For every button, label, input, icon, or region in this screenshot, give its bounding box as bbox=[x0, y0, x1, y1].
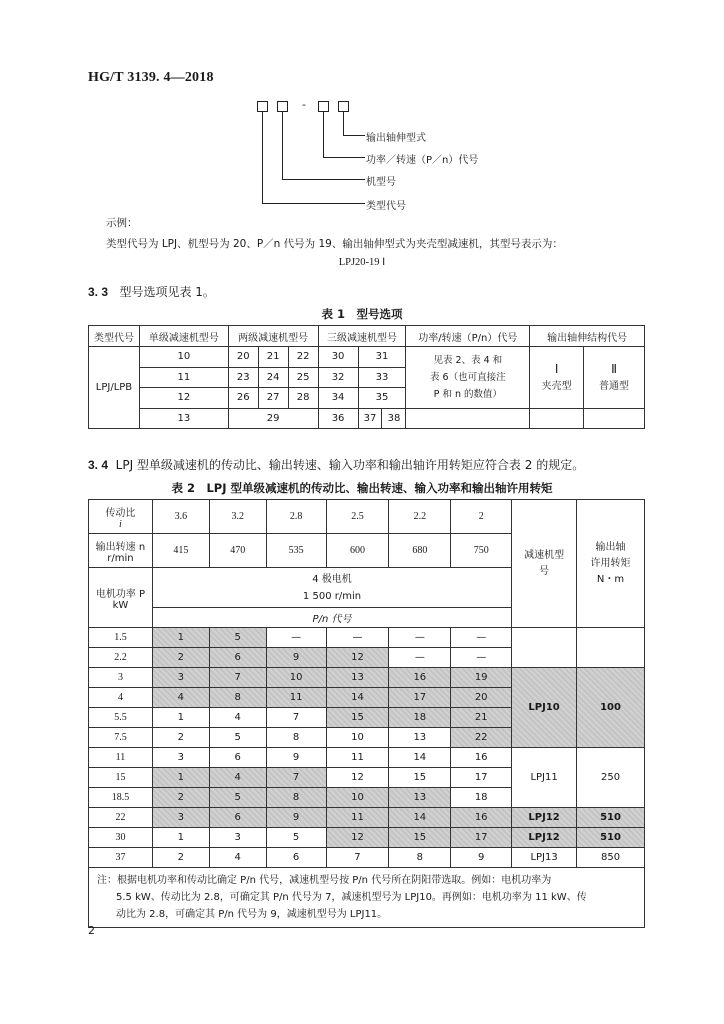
table-row: 5.5 1 4 7 15 18 21 bbox=[89, 708, 645, 728]
table1-cell: 13 bbox=[139, 408, 228, 429]
table1-header: 单级减速机型号 bbox=[139, 326, 228, 347]
table2-model: LPJ12 bbox=[512, 808, 577, 828]
page-number: 2 bbox=[88, 924, 95, 937]
diagram-dash: - bbox=[302, 98, 306, 111]
table1-caption: 表 1 型号选项 bbox=[321, 307, 403, 321]
table2-ratio: 2 bbox=[451, 500, 512, 534]
table2-note-row bbox=[89, 868, 645, 928]
table2-speed-label: 输出转速 n r/min bbox=[89, 534, 153, 568]
table-row: 7.5 2 5 8 10 13 22 bbox=[89, 728, 645, 748]
table-row: 1.5 1 5 — — — — bbox=[89, 628, 645, 648]
table2-torque: 250 bbox=[577, 748, 645, 808]
table1-header: 三级减速机型号 bbox=[318, 326, 406, 347]
table2-torque: 850 bbox=[577, 848, 645, 868]
table1-cell: 36 bbox=[318, 408, 358, 429]
table1-cell: 26 bbox=[228, 388, 258, 409]
table2-caption: 表 2 LPJ 型单级减速机的传动比、输出转速、输入功率和输出轴许用转矩 bbox=[171, 481, 553, 495]
table1-cell: 10 bbox=[139, 347, 228, 368]
table2-speed: 600 bbox=[326, 534, 389, 568]
table1-cell: 33 bbox=[358, 367, 406, 388]
table1-cell: 20 bbox=[228, 347, 258, 368]
table1-type-code: LPJ/LPB bbox=[89, 347, 140, 429]
section-3-3: 3. 3 型号选项见表 1。 bbox=[88, 285, 215, 299]
table2-torque: 510 bbox=[577, 808, 645, 828]
table1-cell: 28 bbox=[288, 388, 318, 409]
table2-note: 注：根据电机功率和传动比确定 P/n 代号，减速机型号按 P/n 代号所在阴阳带选取。例如：电机功率为 5.5 kW、传动比为 2.8，可确定其 P/n 代号为 7，减速机型号为 LPJ10。再例如：电机功率为 11 kW、传 动比为 2.8，可确定其 P/n 代号为 9，减速机型号为 LPJ11。 bbox=[89, 868, 645, 928]
diagram-box-model bbox=[277, 101, 288, 112]
table2-ratio: 2.8 bbox=[266, 500, 326, 534]
table2-ratio: 2.2 bbox=[389, 500, 451, 534]
table2-ratio: 2.5 bbox=[326, 500, 389, 534]
table2-model: LPJ13 bbox=[512, 848, 577, 868]
table1-header-row bbox=[89, 326, 645, 347]
table1-header: 类型代号 bbox=[89, 326, 140, 347]
table1-cell: 27 bbox=[258, 388, 288, 409]
table2-speed: 470 bbox=[209, 534, 266, 568]
example-code: LPJ20-19 Ⅰ bbox=[338, 257, 386, 268]
table-row: 11 3 6 9 11 14 16 LPJ11 250 bbox=[89, 748, 645, 768]
table1-cell: 21 bbox=[258, 347, 288, 368]
table1-cell: 11 bbox=[139, 367, 228, 388]
table1-cell: 31 bbox=[358, 347, 406, 368]
standard-number: HG/T 3139. 4—2018 bbox=[88, 70, 214, 85]
table2-model-header: 减速机型号 bbox=[512, 500, 577, 628]
table2-model: LPJ11 bbox=[512, 748, 577, 808]
table2-speed: 415 bbox=[152, 534, 209, 568]
table2-speed: 750 bbox=[451, 534, 512, 568]
table-row: 4 4 8 11 14 17 20 bbox=[89, 688, 645, 708]
table2-power-label: 电机功率 P kW bbox=[89, 568, 153, 628]
diagram-label-model: 机型号 bbox=[366, 177, 396, 188]
table1-shaft-normal: Ⅱ 普通型 bbox=[584, 347, 645, 409]
example-title: 示例： bbox=[106, 217, 138, 229]
table1-cell: 12 bbox=[139, 388, 228, 409]
table1-cell: 35 bbox=[358, 388, 406, 409]
table2-speed: 535 bbox=[266, 534, 326, 568]
table-row: 30 1 3 5 12 15 17 LPJ12 510 bbox=[89, 828, 645, 848]
table1-cell: 29 bbox=[228, 408, 318, 429]
table-row: 15 1 4 7 12 15 17 bbox=[89, 768, 645, 788]
table2-model: LPJ12 bbox=[512, 828, 577, 848]
table2-motor: 4 极电机 1 500 r/min bbox=[152, 568, 511, 608]
table2-ratio: 3.2 bbox=[209, 500, 266, 534]
table1-cell: 23 bbox=[228, 367, 258, 388]
table2-model: LPJ10 bbox=[512, 668, 577, 748]
table1-header: 输出轴伸结构代号 bbox=[530, 326, 645, 347]
diagram-label-shaft: 输出轴伸型式 bbox=[366, 133, 426, 144]
table2-ratio: 3.6 bbox=[152, 500, 209, 534]
table1-cell: 30 bbox=[318, 347, 358, 368]
table2-speed: 680 bbox=[389, 534, 451, 568]
example-text: 类型代号为 LPJ、机型号为 20、P／n 代号为 19、输出轴伸型式为夹壳型减速机，其型号表示为： bbox=[106, 238, 563, 250]
table2-torque-header: 输出轴 许用转矩 N・m bbox=[577, 500, 645, 628]
table-row: 22 3 6 9 11 14 16 LPJ12 510 bbox=[89, 808, 645, 828]
table1-header: 两级减速机型号 bbox=[228, 326, 318, 347]
table1-cell: 25 bbox=[288, 367, 318, 388]
section-3-4: 3. 4 LPJ 型单级减速机的传动比、输出转速、输入功率和输出轴许用转矩应符合表 2 的规定。 bbox=[88, 458, 585, 472]
table1-cell: 37 bbox=[358, 408, 382, 429]
table2 bbox=[88, 499, 645, 928]
table2-pn-label: P/n 代号 bbox=[152, 608, 511, 628]
diagram-box-pn bbox=[318, 101, 329, 112]
table2-ratio-label: 传动比 i bbox=[89, 500, 153, 534]
table1-cell: 22 bbox=[288, 347, 318, 368]
diagram-label-type: 类型代号 bbox=[366, 201, 406, 212]
diagram-box-shaft bbox=[338, 101, 349, 112]
table1-cell: 38 bbox=[382, 408, 406, 429]
diagram-box-type bbox=[257, 101, 268, 112]
table-row: 2.2 2 6 9 12 — — bbox=[89, 648, 645, 668]
table1-pn-note: 见表 2、表 4 和 表 6（也可直接注 P 和 n 的数值） bbox=[406, 347, 530, 409]
table2-torque: 510 bbox=[577, 828, 645, 848]
diagram-label-pn: 功率／转速（P／n）代号 bbox=[366, 155, 479, 166]
table1-cell: 34 bbox=[318, 388, 358, 409]
table-row: 37 2 4 6 7 8 9 LPJ13 850 bbox=[89, 848, 645, 868]
table1-header: 功率/转速（P/n）代号 bbox=[406, 326, 530, 347]
table1-shaft-clamp: Ⅰ 夹壳型 bbox=[530, 347, 584, 409]
table-row: 18.5 2 5 8 10 13 18 bbox=[89, 788, 645, 808]
table1-cell: 32 bbox=[318, 367, 358, 388]
table-row: 3 3 7 10 13 16 19 LPJ10 100 bbox=[89, 668, 645, 688]
table1 bbox=[88, 325, 645, 429]
table1-cell: 24 bbox=[258, 367, 288, 388]
table2-torque: 100 bbox=[577, 668, 645, 748]
